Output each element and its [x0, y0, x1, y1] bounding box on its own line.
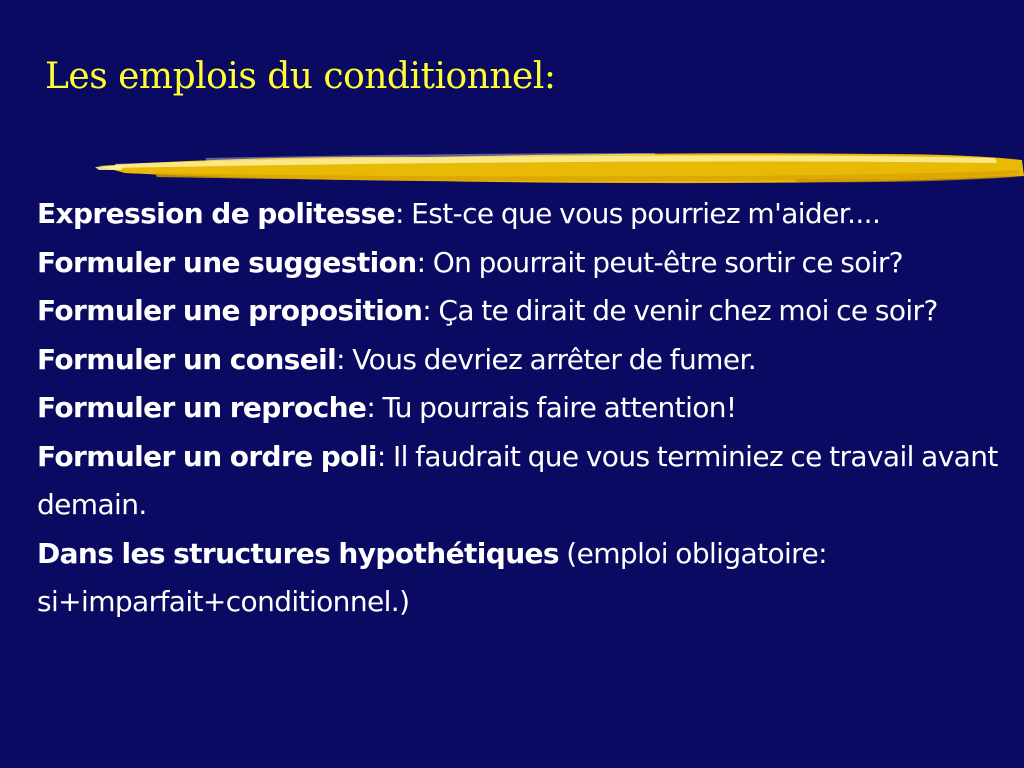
item-separator: :: [416, 245, 426, 279]
item-separator: :: [376, 439, 386, 473]
list-item: [37, 530, 1012, 627]
item-term: Dans les structures hypothétiques: [37, 536, 559, 570]
slide-title: Les emplois du conditionnel:: [45, 56, 556, 97]
item-text: Tu pourrais faire attention!: [375, 391, 737, 424]
list-item: [37, 433, 1012, 530]
slide-body: [37, 190, 1012, 627]
item-term: Formuler un conseil: [37, 342, 337, 376]
item-separator: :: [395, 197, 404, 230]
item-text: Ça te dirait de venir chez moi ce soir?: [431, 294, 938, 327]
item-separator: :: [422, 294, 432, 327]
item-term: Expression de politesse: [37, 197, 396, 230]
item-term: Formuler une proposition: [37, 294, 423, 327]
list-item: [37, 190, 1012, 239]
yellow-brush-stroke-divider: [95, 146, 1024, 192]
item-text: On pourrait peut-être sortir ce soir?: [425, 245, 904, 279]
list-item: [37, 384, 1012, 433]
item-text: Est-ce que vous pourriez m'aider....: [403, 197, 881, 230]
list-item: [37, 287, 1012, 336]
item-text: Vous devriez arrêter de fumer.: [344, 342, 757, 376]
list-item: [37, 239, 1012, 288]
item-term: Formuler un reproche: [37, 391, 367, 424]
item-text: (emploi obligatoire: si+imparfait+conditionnel.): [37, 536, 827, 618]
item-term: Formuler une suggestion: [37, 245, 417, 279]
item-separator: :: [336, 342, 345, 376]
item-term: Formuler un ordre poli: [37, 439, 377, 473]
list-item: [37, 336, 1012, 385]
item-separator: :: [366, 391, 376, 424]
item-text: Il faudrait que vous terminiez ce travail avant demain.: [37, 439, 998, 521]
